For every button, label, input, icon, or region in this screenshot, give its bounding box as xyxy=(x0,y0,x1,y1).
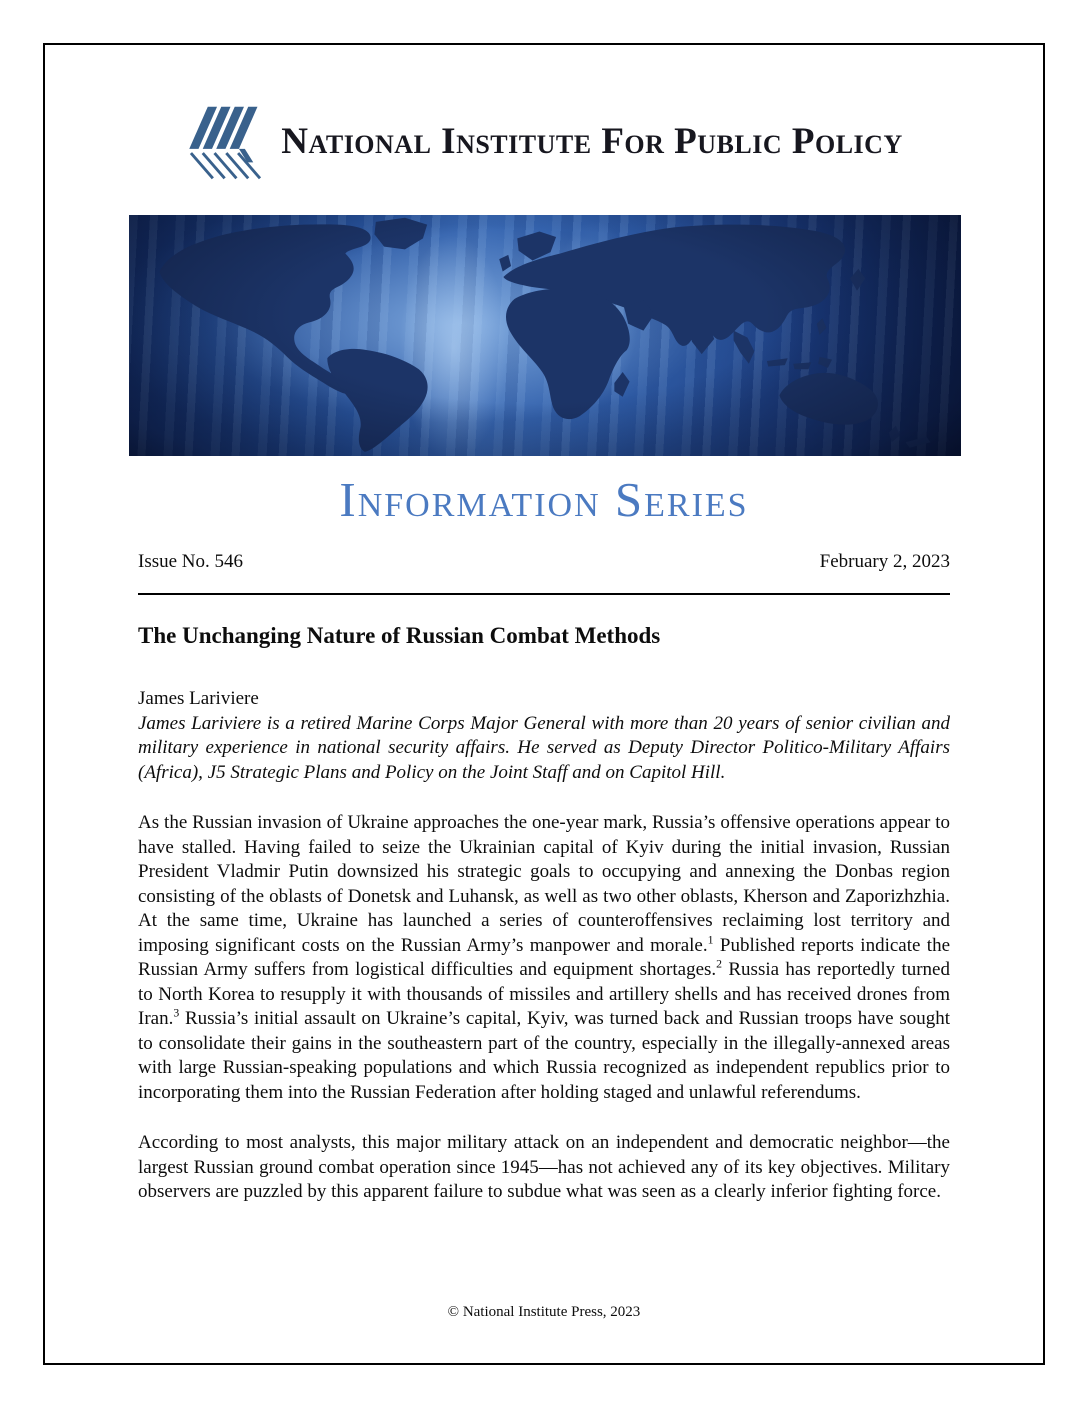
author-bio: James Lariviere is a retired Marine Corps Major General with more than 20 years of senior civilian and military experience in national security affairs. He served as Deputy Director Politico-Military Affairs (Africa), J5 Strategic Plans and Policy on the Joint Staff and on Capitol Hill. xyxy=(138,712,950,783)
footnote-ref: 3 xyxy=(173,1007,180,1021)
footnote-ref: 1 xyxy=(707,933,714,947)
page-border-frame xyxy=(43,43,1045,1365)
author-name: James Lariviere xyxy=(138,688,259,710)
issue-number: Issue No. 546 xyxy=(138,551,244,573)
brand-title: National Institute For Public Policy xyxy=(281,120,903,162)
issue-date: February 2, 2023 xyxy=(819,551,950,573)
body-paragraph: According to most analysts, this major military attack on an independent and democratic neighbor—the largest Russian ground combat operation since 1945—has not achieved any of its key objectives. Military observers are puzzled by this apparent failure to subdue what was seen as a clearly inferior fighting force. xyxy=(138,1132,950,1203)
header xyxy=(138,99,950,183)
series-title: Information Series xyxy=(339,472,749,527)
issue-row xyxy=(138,551,950,573)
map-vignette xyxy=(129,215,961,456)
article-title: The Unchanging Nature of Russian Combat Methods xyxy=(138,623,661,649)
world-map-banner xyxy=(129,215,961,456)
divider-rule xyxy=(138,593,950,595)
body-paragraph: As the Russian invasion of Ukraine approaches the one-year mark, Russia’s offensive operations appear to have stalled. Having failed to seize the Ukrainian capital of Kyiv during the initial invasion, Russian President Vladmir Putin downsized his strategic goals to occupying and annexing the Donbas region consisting of the oblasts of Donetsk and Luhansk, as well as two other oblasts, Kherson and Zaporizhzhia. At the same time, Ukraine has launched a series of counteroffensives reclaiming lost territory and imposing significant costs on the Russian Army’s manpower and morale.$^1$ Published reports indicate the Russian Army suffers from logistical difficulties and equipment shortages.$^2$ Russia has reportedly turned to North Korea to resupply it with thousands of missiles and artillery shells and has received drones from Iran.$^3$ Russia’s initial assault on Ukraine’s capital, Kyiv, was turned back and Russian troops have sought to consolidate their gains in the southeastern part of the country, especially in the illegally-annexed areas with large Russian-speaking populations and which Russia recognized as independent republics prior to incorporating them into the Russian Federation after holding staged and unlawful referendums. xyxy=(138,812,951,1103)
footer-copyright: © National Institute Press, 2023 xyxy=(447,1304,641,1320)
footnote-ref: 2 xyxy=(716,958,723,972)
nipp-stripes-icon xyxy=(185,100,271,180)
article-body xyxy=(138,811,950,1205)
